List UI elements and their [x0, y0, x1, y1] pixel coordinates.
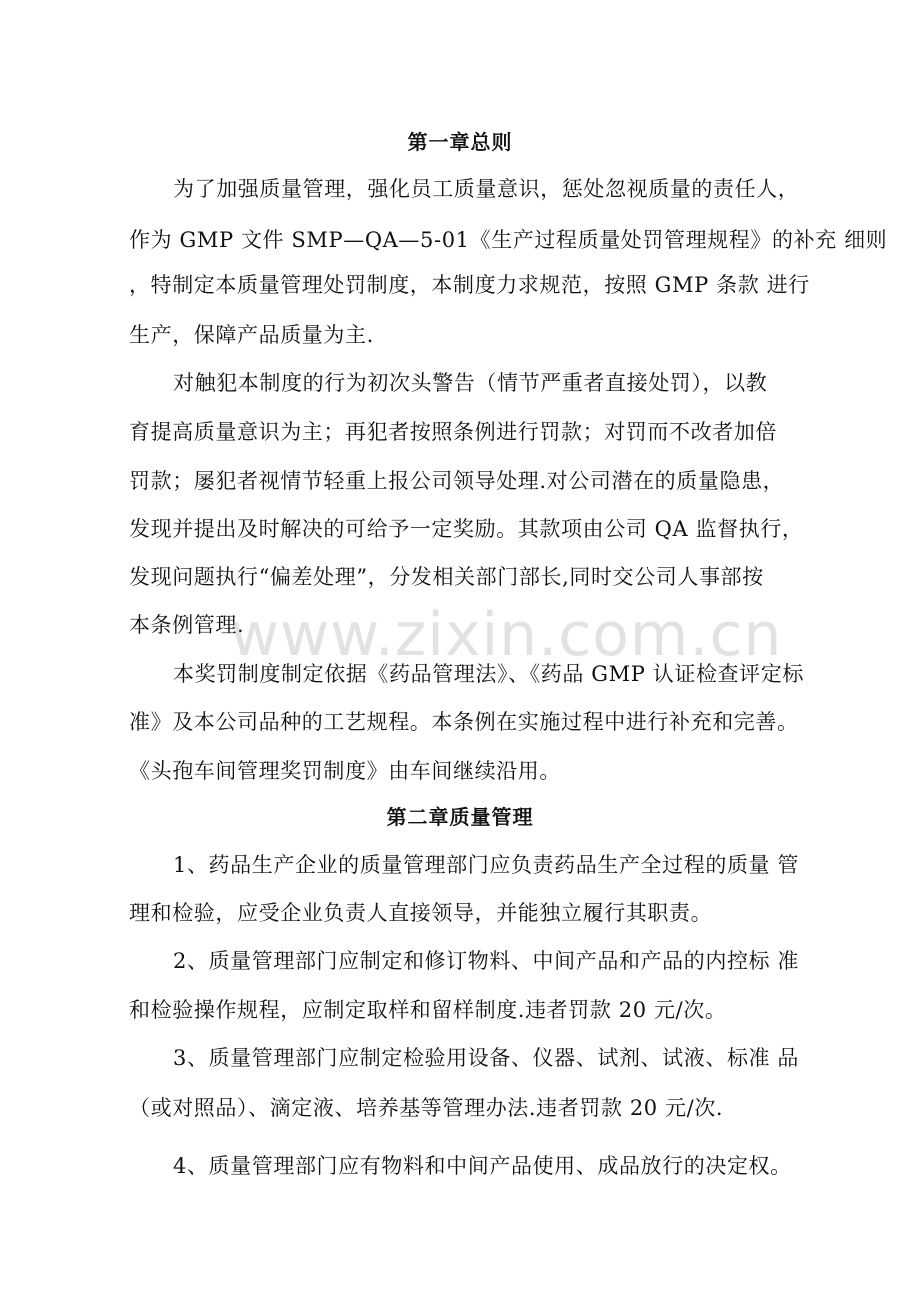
paragraph-line: 发现问题执行“偏差处理”，分发相关部门部长,同时交公司人事部按 [129, 565, 764, 589]
chapter-2-title: 第二章质量管理 [386, 805, 534, 829]
paragraph-line: 对触犯本制度的行为初次头警告（情节严重者直接处罚），以教 [173, 371, 768, 395]
paragraph-line: 作为 GMP 文件 SMP—QA—5-01《生产过程质量处罚管理规程》的补充 细则 [129, 228, 888, 252]
list-item-line: 和检验操作规程，应制定取样和留样制度.违者罚款 20 元/次。 [129, 998, 727, 1022]
list-item-line: 1、药品生产企业的质量管理部门应负责药品生产全过程的质量 管 [173, 853, 800, 877]
chapter-1-title: 第一章总则 [407, 130, 513, 154]
watermark: www.zixin.com.cn [230, 600, 783, 670]
paragraph-line: 为了加强质量管理，强化员工质量意识，惩处忽视质量的责任人， [173, 177, 800, 201]
paragraph-line: 罚款；屡犯者视情节轻重上报公司领导处理.对公司潜在的质量隐患， [129, 469, 785, 493]
paragraph-line: 《头孢车间管理奖罚制度》由车间继续沿用。 [129, 759, 561, 783]
paragraph-line: 育提高质量意识为主；再犯者按照条例进行罚款；对罚而不改者加倍 [129, 420, 777, 444]
paragraph-line: 发现并提出及时解决的可给予一定奖励。其款项由公司 QA 监督执行， [129, 517, 804, 541]
list-item-line: 理和检验，应受企业负责人直接领导，并能独立履行其职责。 [129, 901, 713, 925]
paragraph-line: ，特制定本质量管理处罚制度，本制度力求规范，按照 GMP 条款 进行 [129, 273, 810, 297]
list-item-line: （或对照品）、滴定液、培养基等管理办法.违者罚款 20 元/次. [129, 1096, 724, 1120]
paragraph-line: 本奖罚制度制定依据《药品管理法》、《药品 GMP 认证检查评定标 [173, 662, 804, 686]
paragraph-line: 本条例管理. [129, 613, 245, 637]
paragraph-line: 准》及本公司品种的工艺规程。本条例在实施过程中进行补充和完善。 [129, 710, 799, 734]
list-item-line: 3、质量管理部门应制定检验用设备、仪器、试剂、试液、标准 品 [173, 1046, 800, 1070]
list-item-line: 4、质量管理部门应有物料和中间产品使用、成品放行的决定权。 [173, 1154, 792, 1178]
paragraph-line: 生产，保障产品质量为主. [129, 323, 374, 347]
list-item-line: 2、质量管理部门应制定和修订物料、中间产品和产品的内控标 准 [173, 949, 800, 973]
